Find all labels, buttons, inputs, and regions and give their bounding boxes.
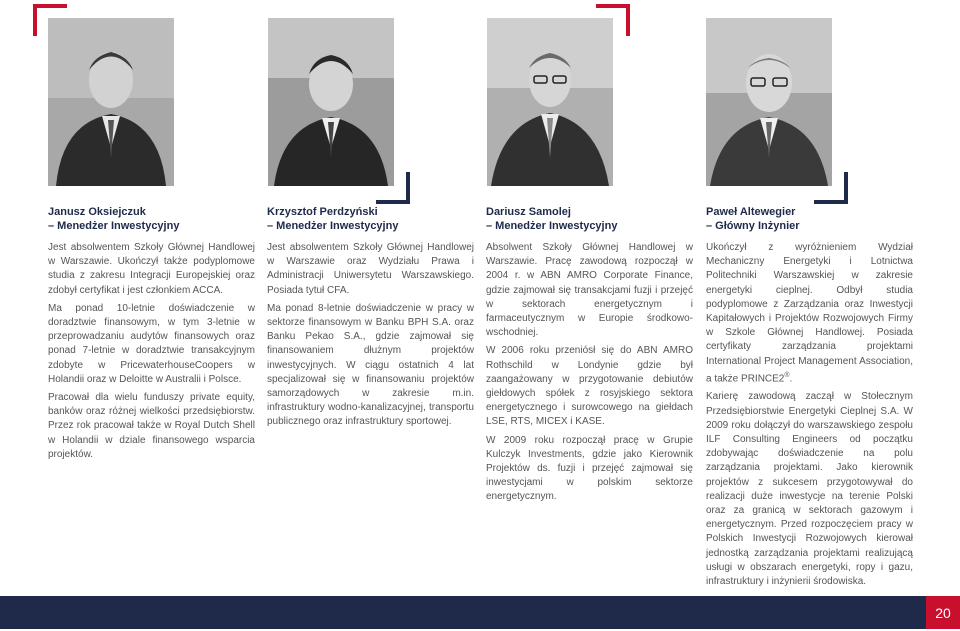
person-name: Krzysztof Perdzyński	[267, 206, 378, 218]
bio-paragraph: Ukończył z wyróżnieniem Wydział Mechaniczny Energetyki i Lotnictwa Politechniki Warszawskiej w zakresie energetyki cieplnej. Odbył studia podyplomowe z Zarządzania oraz Inwestycji Kapitałowych i Projektów Rozwojowych Firmy w Szkole Głównej Handlowej. Posiada certyfikaty zarządzania projektami International Project Management Association, a także PRINCE2®.	[706, 242, 913, 385]
person-heading-1	[48, 205, 253, 233]
bio-text: Ukończył z wyróżnieniem Wydział Mechaniczny Energetyki i Lotnictwa Politechniki Warszawskiej w zakresie energetyki cieplnej. Odbył studia podyplomowe z Zarządzania oraz Inwestycji Kapitałowych i Projektów Rozwojowych Firmy w Szkole Głównej Handlowej. Posiada certyfikaty zarządzania projektami International Project Management Association, a także PRINCE2	[706, 242, 913, 385]
bio-paragraph: Jest absolwentem Szkoły Głównej Handlowej w Warszawie oraz Wydziału Prawa i Administracji Uniwersytetu Warszawskiego. Posiada tytuł CFA.	[267, 242, 474, 296]
portrait-photo-1	[48, 18, 174, 186]
person-role: – Menedżer Inwestycyjny	[267, 220, 399, 232]
person-name: Dariusz Samolej	[486, 206, 571, 218]
bio-column-1	[48, 241, 255, 466]
person-heading-2	[267, 205, 472, 233]
footer-bar	[0, 596, 926, 629]
portrait-photo-2	[268, 18, 394, 186]
trademark-symbol: ®	[784, 371, 790, 379]
bio-paragraph: W 2009 roku rozpoczął pracę w Grupie Kulczyk Investments, gdzie jako Kierownik Projektów ds. fuzji i przejęć zajmował się inwestycjami w polskim sektorze energetycznym.	[486, 434, 693, 503]
bio-column-2	[267, 241, 474, 434]
bio-paragraph: Karierę zawodową zaczął w Stołecznym Przedsiębiorstwie Energetyki Cieplnej S.A. W 2009 roku dołączył do warszawskiego zespołu ILF Consulting Engineers od początku zdobywając doświadczenie na polu zarządzania projektami. Jako kierownik projektów z sukcesem przygotowywał do realizacji duże inwestycje na terenie Polski oraz za granicą w sektorach gazowym i energetycznym. Przed rozpoczęciem pracy w Polskich Inwestycji Rozwojowych kierował jednostką zarządzania projektami realizującą usługi w obszarach energetyki, ropy i gazu, infrastruktury i inżynierii środowiska.	[706, 391, 913, 587]
bio-paragraph: W 2006 roku przeniósł się do ABN AMRO Rothschild w Londynie gdzie był zaangażowany w przygotowanie debiutów giełdowych spółek z rosyjskiego sektora energetycznego i surowcowego na giełdach LSE, RTS, MICEX i KASE.	[486, 345, 693, 428]
page-number: 20	[926, 596, 960, 629]
portrait-photo-4	[706, 18, 832, 186]
person-name: Paweł Altewegier	[706, 206, 796, 218]
bio-paragraph: Pracował dla wielu funduszy private equity, banków oraz różnej wielkości przedsiębiorstw. Przez rok pracował także w Royal Dutch Shell w Holandii w dziale finansowego wsparcia projektów.	[48, 392, 255, 460]
bio-paragraph: Absolwent Szkoły Głównej Handlowej w Warszawie. Pracę zawodową rozpoczął w 2004 r. w ABN AMRO Corporate Finance, gdzie zajmował się transakcjami fuzji i przejęć w sektorach energetycznym i farmaceutycznym w Europie środkowo-wschodniej.	[486, 242, 693, 339]
person-role: – Menedżer Inwestycyjny	[48, 220, 180, 232]
bio-column-3	[486, 241, 693, 509]
person-role: – Główny Inżynier	[706, 220, 800, 232]
bio-paragraph: Ma ponad 10-letnie doświadczenie w doradztwie finansowym, w tym 3-letnie w przeprowadzaniu audytów finansowych oraz ponad 7-letnie w doradztwie transakcyjnym zdobyte w PricewaterhouseCoopers w Holandii oraz w Deloitte w Australii i Polsce.	[48, 302, 255, 385]
bio-paragraph: Jest absolwentem Szkoły Głównej Handlowej w Warszawie. Ukończył także podyplomowe studia z zakresu Integracji Europejskiej oraz zdobył certyfikat i jest członkiem ACCA.	[48, 242, 255, 296]
portrait-photo-3	[487, 18, 613, 186]
person-heading-3	[486, 205, 691, 233]
person-heading-4	[706, 205, 911, 233]
bio-column-4	[706, 241, 913, 593]
person-name: Janusz Oksiejczuk	[48, 206, 146, 218]
person-role: – Menedżer Inwestycyjny	[486, 220, 618, 232]
bio-paragraph: Ma ponad 8-letnie doświadczenie w pracy w sektorze finansowym w Banku BPH S.A. oraz Banku Pekao S.A., gdzie zajmował się finansowaniem dłużnym projektów inwestycyjnych. W ciągu ostatnich 4 lat specjalizował się w finansowaniu projektów samorządowych w zakresie m.in. infrastruktury wodno-kanalizacyjnej, transportu publicznego oraz infrastruktury sportowej.	[267, 302, 474, 428]
